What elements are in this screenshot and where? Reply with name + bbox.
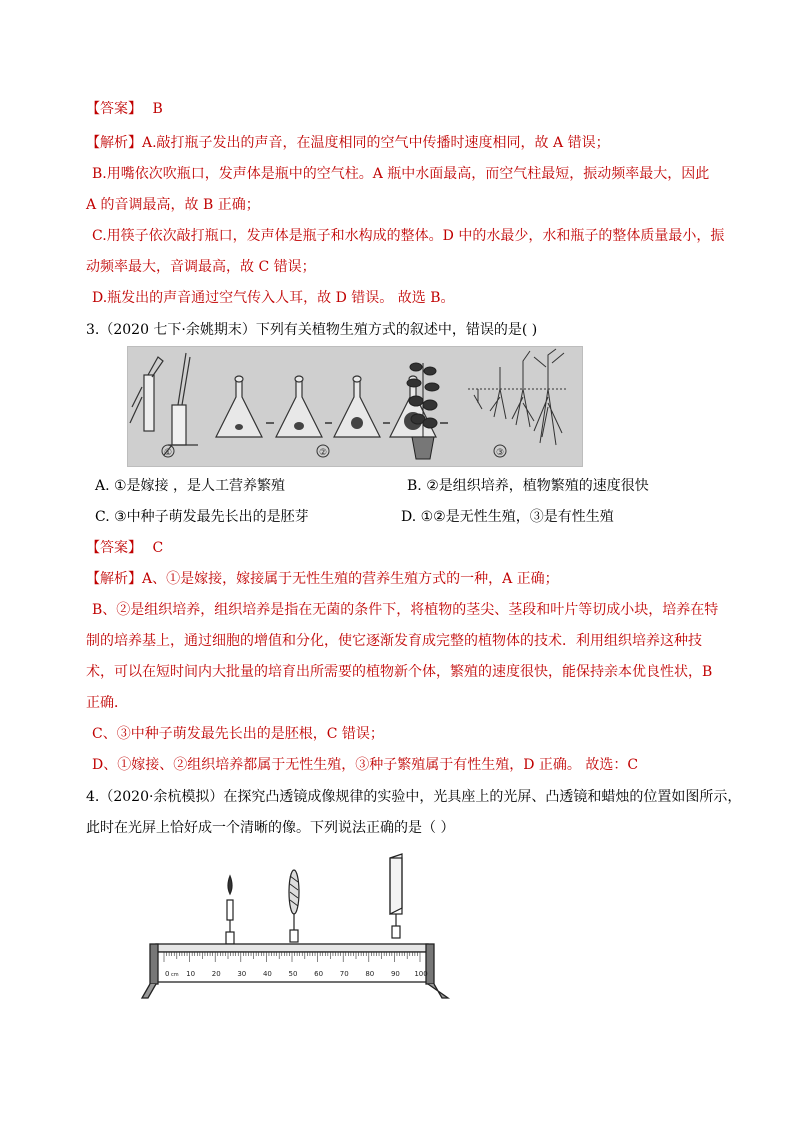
answer-value: B [152, 101, 163, 117]
figure-label-3: ③ [495, 448, 505, 458]
optical-bench-figure [136, 852, 460, 1000]
answer-tag: 【答案】 [86, 540, 142, 556]
culture-contents [235, 412, 422, 430]
analysis-line-6: D.瓶发出的声音通过空气传入人耳，故 D 错误。 故选 B。 [92, 290, 455, 306]
analysis-line-3: A 的音调最高，故 B 正确； [86, 197, 260, 213]
option-a[interactable]: A. ①是嫁接 ，是人工营养繁殖 [95, 478, 286, 494]
analysis-text: A、①是嫁接，嫁接属于无性生殖的营养生殖方式的一种，A 正确； [142, 571, 559, 587]
analysis-line-q3-3: 制的培养基上，通过细胞的增值和分化，使它逐渐发育成完整的植物体的技术．利用组织培养这种技 [86, 633, 702, 649]
analysis-text: A.敲打瓶子发出的声音，在温度相同的空气中传播时速度相同，故 A 错误； [142, 135, 610, 151]
answer-line-q3 [86, 538, 163, 558]
grafting-drawing [130, 353, 198, 455]
ruler-label: 90 [390, 970, 400, 978]
ruler-label: 60 [314, 970, 324, 978]
option-c[interactable]: C. ③中种子萌发最先长出的是胚芽 [95, 509, 309, 525]
ruler-unit: cm [171, 972, 179, 978]
analysis-line-4: C.用筷子依次敲打瓶口，发声体是瓶子和水构成的整体。D 中的水最少，水和瓶子的整体质量最小，振 [92, 228, 725, 244]
analysis-tag: 【解析】 [86, 571, 142, 587]
ruler-label: 40 [262, 970, 272, 978]
ruler-label: 30 [237, 970, 247, 978]
candle [226, 876, 234, 944]
figure-label-2: ② [318, 448, 328, 458]
analysis-line-q3-6: C、③中种子萌发最先长出的是胚根，C 错误； [92, 726, 384, 742]
analysis-line-2: B.用嘴依次吹瓶口，发声体是瓶中的空气柱。A 瓶中水面最高，而空气柱最短，振动频率最大，因此 [92, 166, 710, 182]
question-3-stem: 3.（2020 七下·余姚期末）下列有关植物生殖方式的叙述中，错误的是( ) [86, 322, 538, 338]
optical-bench-illustration [136, 852, 460, 1000]
ruler-label: 10 [186, 970, 196, 978]
convex-lens [289, 870, 299, 942]
question-4-stem-line-1: 4.（2020·余杭模拟）在探究凸透镜成像规律的实验中，光具座上的光屏、凸透镜和蜡烛的位置如图所示， [86, 789, 742, 805]
light-screen [390, 854, 402, 938]
ruler-label: 20 [211, 970, 221, 978]
analysis-line-q3-1 [86, 569, 559, 589]
question-4-stem-line-2: 此时在光屏上恰好成一个清晰的像。下列说法正确的是（ ） [86, 820, 455, 836]
analysis-line-q3-4: 术，可以在短时间内大批量的培育出所需要的植物新个体，繁殖的速度很快，能保持亲本优良性状，B [86, 664, 713, 680]
analysis-line-q3-5: 正确． [86, 695, 128, 711]
answer-value: C [152, 540, 164, 556]
ruler-label: 0 [165, 970, 170, 978]
tissue-culture-flasks [216, 376, 436, 437]
plant-reproduction-illustration [128, 347, 584, 468]
plant-reproduction-figure [127, 346, 583, 467]
analysis-line-q3-2: B、②是组织培养，组织培养是指在无菌的条件下，将植物的茎尖、茎段和叶片等切成小块，培养在特 [92, 602, 719, 618]
option-d[interactable]: D. ①②是无性生殖，③是有性生殖 [401, 509, 614, 525]
analysis-line-1 [86, 133, 610, 153]
seed-germination-drawing [468, 349, 568, 445]
answer-tag: 【答案】 [86, 101, 142, 117]
analysis-tag: 【解析】 [86, 135, 142, 151]
option-b[interactable]: B. ②是组织培养，植物繁殖的速度很快 [407, 478, 649, 494]
ruler-label: 100 [414, 970, 428, 978]
ruler-label: 50 [288, 970, 298, 978]
analysis-line-q3-7: D、①嫁接、②组织培养都属于无性生殖，③种子繁殖属于有性生殖，D 正确。 故选：C [92, 757, 639, 773]
analysis-line-5: 动频率最大，音调最高，故 C 错误； [86, 259, 316, 275]
ruler-label: 80 [365, 970, 375, 978]
figure-label-1: ① [163, 448, 173, 458]
ruler-label: 70 [339, 970, 349, 978]
answer-line [86, 99, 163, 119]
